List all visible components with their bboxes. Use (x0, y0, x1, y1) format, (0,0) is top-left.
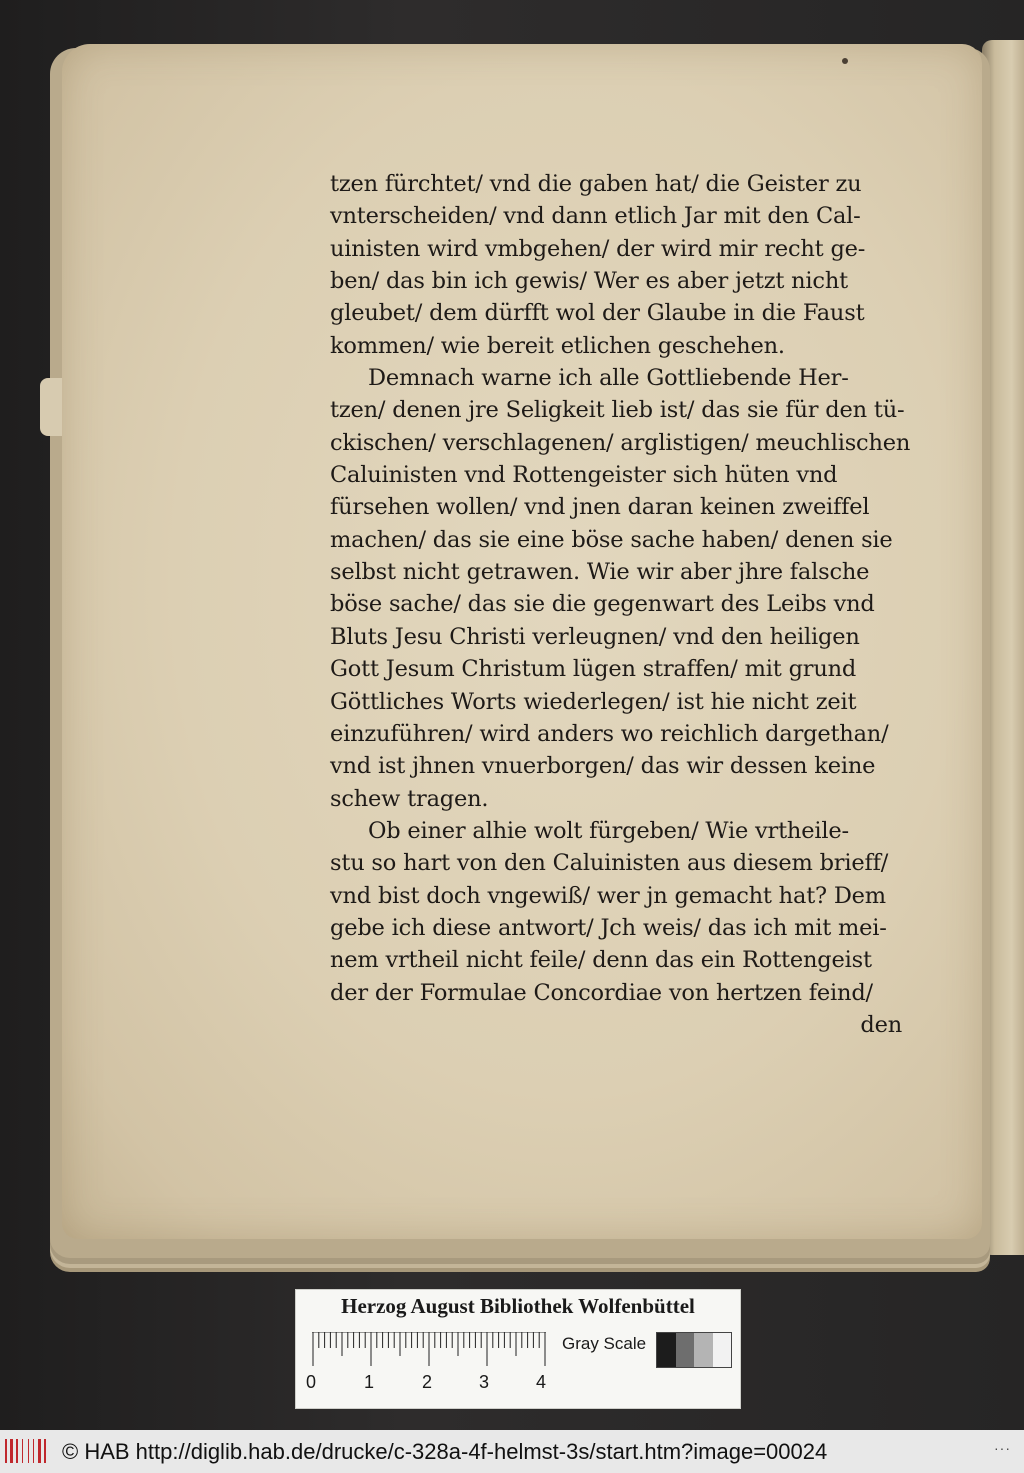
ruler-number: 4 (536, 1372, 547, 1392)
barcode-bar (10, 1439, 13, 1463)
gray-swatch (657, 1333, 676, 1367)
text-line: Bluts Jesu Christi verleugnen/ vnd den heiligen (330, 623, 860, 650)
ruler-number: 3 (479, 1372, 490, 1392)
barcode-bar (16, 1439, 18, 1463)
library-name: Herzog August Bibliothek Wolfenbüttel (341, 1294, 695, 1318)
ruler-numbers (306, 1372, 576, 1396)
text-line: schew tragen. (330, 785, 489, 812)
text-line: böse sache/ das sie die gegenwart des Leibs vnd (330, 591, 875, 618)
text-line: Caluinisten vnd Rottengeister sich hüten vnd (330, 462, 838, 489)
text-line: stu so hart von den Caluinisten aus diesem brieff/ (330, 850, 889, 877)
page-tab (40, 378, 62, 436)
text-line: tzen fürchtet/ vnd die gaben hat/ die Geister zu (330, 171, 862, 197)
text-line: Ob einer alhie wolt fürgeben/ Wie vrtheile- (368, 817, 849, 844)
text-line: Demnach warne ich alle Gottliebende Her- (368, 365, 849, 392)
text-line: fürsehen wollen/ vnd jnen daran keinen zweiffel (330, 494, 870, 521)
text-line: nem vrtheil nicht feile/ denn das ein Rottengeist (330, 947, 872, 974)
more-icon[interactable]: ··· (994, 1440, 1011, 1456)
barcode-bar (5, 1439, 7, 1463)
ruler-number: 2 (422, 1372, 433, 1392)
text-line: ckischen/ verschlagenen/ arglistigen/ meuchlischen (330, 429, 911, 456)
copyright-link[interactable]: © HAB http://diglib.hab.de/drucke/c-328a-4f-helmst-3s/start.htm?image=00024 (62, 1439, 828, 1464)
text-line: vnd bist doch vngewiß/ wer jn gemacht hat? Dem (330, 882, 886, 909)
text-line: kommen/ wie bereit etlichen geschehen. (330, 332, 785, 359)
barcode-bar (44, 1439, 46, 1463)
barcode-bar (33, 1439, 34, 1463)
text-line: ben/ das bin ich gewis/ Wer es aber jetzt nicht (330, 268, 848, 295)
text-line: gebe ich diese antwort/ Jch weis/ das ich mit mei- (330, 914, 887, 941)
text-line: einzuführen/ wird anders wo reichlich dargethan/ (330, 720, 889, 747)
text-line: vnd ist jhnen vnuerborgen/ das wir dessen keine (330, 753, 876, 780)
viewer-footer-bar (0, 1430, 1024, 1473)
text-line: vnterscheiden/ vnd dann etlich Jar mit den Cal- (330, 203, 861, 230)
ruler-number: 0 (306, 1372, 317, 1392)
text-line: tzen/ denen jre Seligkeit lieb ist/ das sie für den tü- (330, 397, 905, 424)
gray-scale-label: Gray Scale (562, 1334, 647, 1353)
barcode-bar (28, 1439, 29, 1463)
catchword: den (860, 1011, 902, 1038)
gray-swatch (713, 1333, 732, 1367)
gray-scale-swatches (656, 1332, 732, 1368)
barcode-bar (38, 1439, 41, 1463)
text-line: selbst nicht getrawen. Wie wir aber jhre falsche (330, 559, 870, 586)
page-text-block (330, 168, 910, 1041)
barcode-bar (22, 1439, 23, 1463)
barcode-icon (4, 1437, 48, 1465)
text-line: machen/ das sie eine böse sache haben/ denen sie (330, 526, 893, 553)
ruler-number: 1 (364, 1372, 375, 1392)
ink-spot (842, 58, 848, 64)
ruler-scale (312, 1332, 546, 1366)
text-line: gleubet/ dem dürfft wol der Glaube in die Faust (330, 300, 865, 327)
text-line: der der Formulae Concordiae von hertzen feind/ (330, 979, 873, 1006)
text-line: Gott Jesum Christum lügen straffen/ mit grund (330, 656, 857, 683)
text-line: Göttliches Worts wiederlegen/ ist hie nicht zeit (330, 688, 857, 715)
text-line: uinisten wird vmbgehen/ der wird mir recht ge- (330, 235, 866, 262)
gray-swatch (676, 1333, 695, 1367)
gray-swatch (694, 1333, 713, 1367)
library-color-card (295, 1289, 741, 1409)
